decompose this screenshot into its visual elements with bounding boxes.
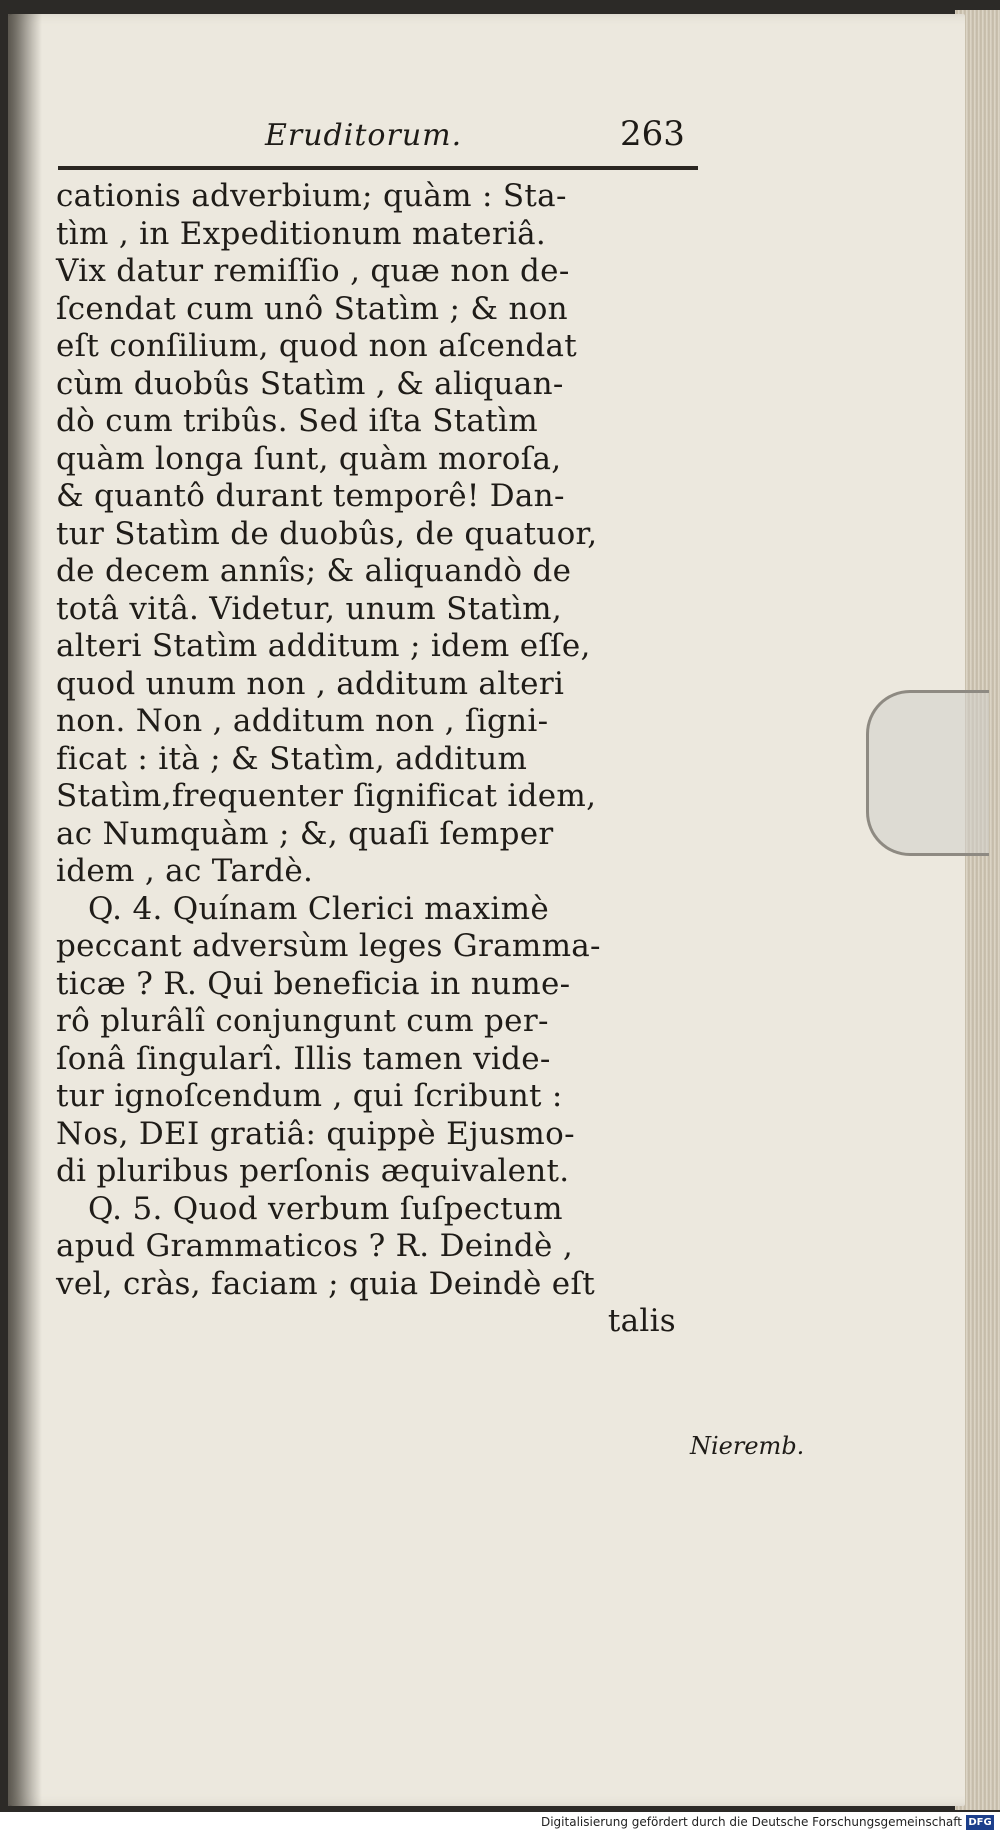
text-line: rô plurâlî conjungunt cum per- [56,1003,549,1039]
text-line: idem , ac Tardè. [56,853,314,889]
text-line: dò cum tribûs. Sed iſta Statìm [56,403,538,439]
funding-credit: Digitalisierung gefördert durch die Deutsche Forschungsgemeinschaft [540,1815,962,1829]
marginal-note: Nieremb. [690,1432,805,1460]
text-line: quàm longa ſunt, quàm moroſa, [56,440,562,477]
question-line: Q. 5. Quod verbum ſuſpectum [88,1190,563,1227]
text-line: apud Grammaticos ? R. Deindè , [56,1228,573,1264]
text-line: Vix datur remiſſio , quæ non de- [56,253,570,289]
text-line: di pluribus perſonis æquivalent. [56,1153,570,1189]
text-line: peccant adversùm leges Gramma- [56,928,601,964]
text-line: Statìm,frequenter ſignificat idem, [56,778,597,814]
text-line: eſt conſilium, quod non aſcendat [56,328,578,364]
text-line: vel, cràs, faciam ; quia Deindè eſt [56,1265,595,1302]
dfg-logo: DFG [966,1815,994,1830]
text-line: cationis adverbium; quàm : Sta- [56,178,567,214]
text-line: ſonâ ſingularî. Illis tamen vide- [56,1040,551,1077]
text-line: Nos, DEI gratiâ: quippè Ejusmo- [56,1115,575,1152]
text-line: tur ignoſcendum , qui ſcribunt : [56,1078,563,1114]
text-line: alteri Statìm additum ; idem eſſe, [56,628,591,664]
text-line: totâ vitâ. Videtur, unum Statìm, [56,590,563,627]
page-clip [866,690,989,856]
text-line: & quantô durant temporê! Dan- [56,478,565,514]
gutter-shadow [8,14,42,1806]
text-line: non. Non , additum non , ſigni- [56,703,549,739]
text-line: cùm duobûs Statìm , & aliquan- [56,365,564,402]
text-line: ficat : ità ; & Statìm, additum [56,740,528,777]
text-line: ac Numquàm ; &, quaſi ſemper [56,815,554,852]
text-line: quod unum non , additum alteri [56,665,565,702]
text-line: ticæ ? R. Qui beneficia in nume- [56,965,571,1002]
question-line: Q. 4. Quínam Clerici maximè [88,890,549,927]
catchword: talis [607,1303,676,1339]
body-text [56,178,696,1341]
page-number: 263 [620,114,685,154]
text-line: tur Statìm de duobûs, de quatuor, [56,515,598,552]
text-line: ſcendat cum unô Statìm ; & non [56,290,568,327]
text-line: tìm , in Expeditionum materiâ. [56,215,547,252]
text-line: de decem annîs; & aliquandò de [56,553,572,589]
header-rule [58,166,698,170]
running-head: Eruditorum. [265,118,463,153]
